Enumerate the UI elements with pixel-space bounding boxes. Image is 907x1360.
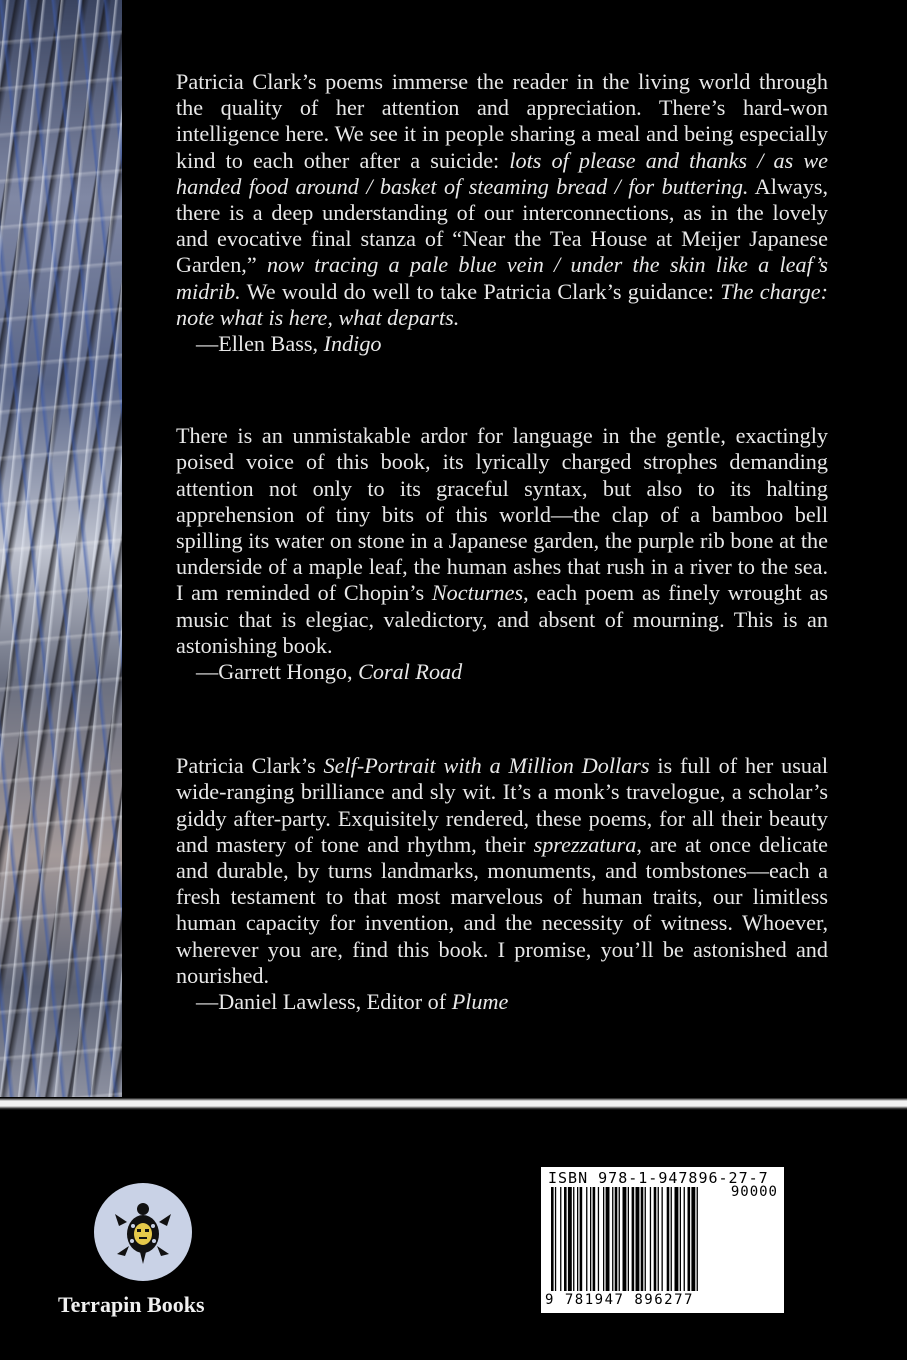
attribution-work: Coral Road bbox=[358, 659, 463, 685]
blurb-text: Patricia Clark’s Self-Portrait with a Million Dollars is full of her usual wide-ranging brilliance and sly wit. It’s a monk’s travelogue, a scholar’s giddy after-party. Exquisitely rendered, these poems, for all their beauty and mastery of tone and rhythm, their sprezzatura, are at once delicate and durable, by turns landmarks, monuments, and tombstones—each a fresh testament to that most marvelous of human traits, our limitless human capacity for invention, and the necessity of witness. Whoever, wherever you are, find this book. I promise, you’ll be astonished and nourished. bbox=[176, 753, 828, 988]
isbn-label: ISBN 978-1-947896-27-7 bbox=[548, 1169, 769, 1187]
attribution-name: —Garrett Hongo, bbox=[196, 659, 359, 685]
attribution-work: Plume bbox=[451, 989, 509, 1015]
barcode-digits: 9 781947 896277 bbox=[545, 1292, 694, 1308]
attribution-work: Indigo bbox=[323, 331, 382, 357]
barcode-bars bbox=[551, 1187, 777, 1291]
terrapin-logo bbox=[94, 1183, 192, 1281]
attribution-name: —Ellen Bass, bbox=[196, 331, 324, 357]
blurb-text: There is an unmistakable ardor for language in the gentle, exactingly poised voice of this book, its lyrically charged strophes demanding attention not only to its graceful syntax, but also to its halting apprehension of tiny bits of this world—the clap of a bamboo bell spilling its water on stone in a Japanese garden, the purple rib bone at the underside of a maple leaf, the human ashes that rush in a river to the sea. I am reminded of Chopin’s Nocturnes, each poem as finely wrought as music that is elegiac, valedictory, and absent of mourning. This is an astonishing book. bbox=[176, 423, 828, 658]
price-code: 90000 bbox=[730, 1184, 778, 1200]
publisher-name: Terrapin Books bbox=[58, 1292, 205, 1317]
blurbs-column bbox=[176, 69, 828, 1015]
blurb-attribution bbox=[176, 331, 828, 357]
isbn-barcode bbox=[541, 1167, 784, 1313]
attribution-name: —Daniel Lawless, Editor of bbox=[196, 989, 452, 1015]
turtle-icon bbox=[107, 1196, 179, 1268]
cover-art-strip bbox=[0, 0, 122, 1097]
blurb-text: Patricia Clark’s poems immerse the reader in the living world through the quality of her attention and appreciation. There’s hard-won intelligence here. We see it in people sharing a meal and being especially kind to each other after a suicide: lots of please and thanks / as we handed food around / basket of steaming bread / for buttering. Always, there is a deep understanding of our interconnections, as in the lovely and evocative final stanza of “Near the Tea House at Meijer Japanese Garden,” now tracing a pale blue vein / under the skin like a leaf’s midrib. We would do well to take Patricia Clark’s guidance: The charge: note what is here, what departs. bbox=[176, 69, 829, 330]
blurb-attribution bbox=[176, 989, 828, 1015]
divider-line bbox=[0, 1098, 907, 1110]
blurb-attribution bbox=[176, 659, 828, 685]
